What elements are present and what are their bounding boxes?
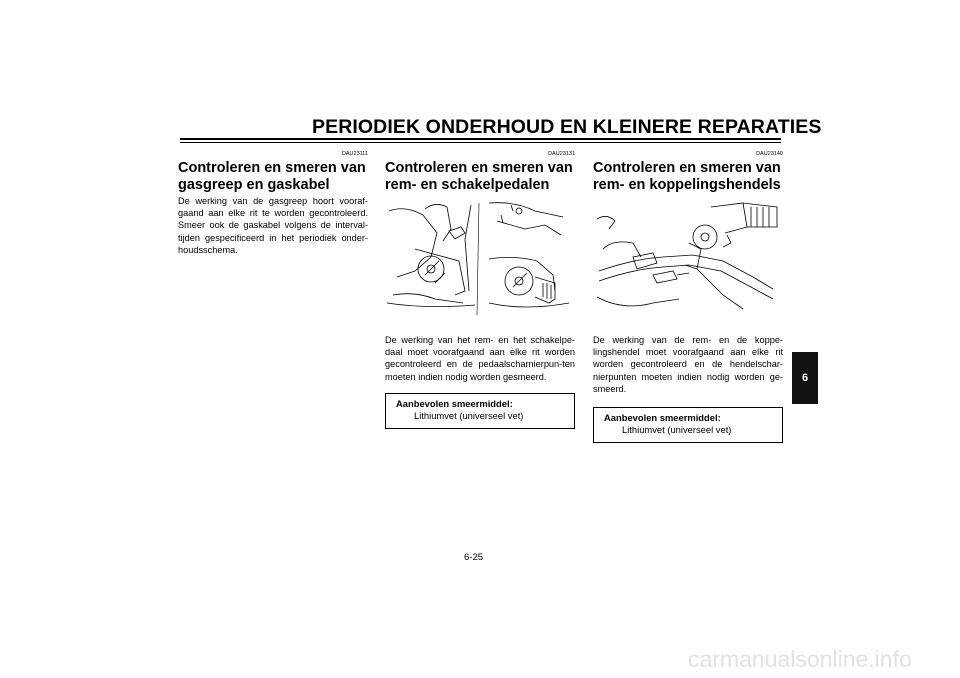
section-levers xyxy=(593,150,783,443)
lubricant-box xyxy=(385,393,575,429)
levers-illustration xyxy=(593,199,779,321)
lubricant-box xyxy=(593,407,783,443)
section-body: De werking van het rem- en het schakelpe-daal moet voorafgaand aan elke rit worden gecontroleerd en de pedaalscharnierpun-ten moeten indien nodig worden gesmeerd. xyxy=(385,335,575,382)
section-throttle xyxy=(178,150,368,256)
section-code: DAU23140 xyxy=(756,151,783,157)
watermark: carmanualsonline.info xyxy=(688,646,912,672)
section-title: Controleren en smeren van rem- en schakelpedalen xyxy=(385,160,573,193)
section-body: De werking van de gasgreep hoort vooraf-gaand aan elke rit te worden gecontroleerd. Smeer ook de gaskabel volgens de interval-tijden gespecificeerd in het periodiek onder-houdsschema. xyxy=(178,196,368,255)
lubricant-label: Aanbevolen smeermiddel: xyxy=(396,397,513,409)
section-code: DAU23111 xyxy=(341,151,368,157)
section-code: DAU23131 xyxy=(548,151,575,157)
page-number: 6-25 xyxy=(464,552,484,563)
section-pedals xyxy=(385,150,575,429)
header-rule xyxy=(180,138,781,140)
chapter-tab: 6 xyxy=(792,352,818,404)
section-title: Controleren en smeren van rem- en koppelingshendels xyxy=(593,160,781,193)
section-body: De werking van de rem- en de koppe-lingshendel moet voorafgaand aan elke rit worden gecontroleerd en de hendelschar-nierpunten moeten indien nodig worden ge-smeerd. xyxy=(593,335,783,394)
pedals-illustration xyxy=(385,199,571,321)
section-title: Controleren en smeren van gasgreep en gaskabel xyxy=(178,160,366,193)
lubricant-label: Aanbevolen smeermiddel: xyxy=(604,412,721,424)
header-rule-thin xyxy=(180,142,781,143)
page-header-title: PERIODIEK ONDERHOUD EN KLEINERE REPARATIES xyxy=(312,116,822,138)
lubricant-value: Lithiumvet (universeel vet) xyxy=(414,409,524,421)
lubricant-value: Lithiumvet (universeel vet) xyxy=(622,424,732,436)
